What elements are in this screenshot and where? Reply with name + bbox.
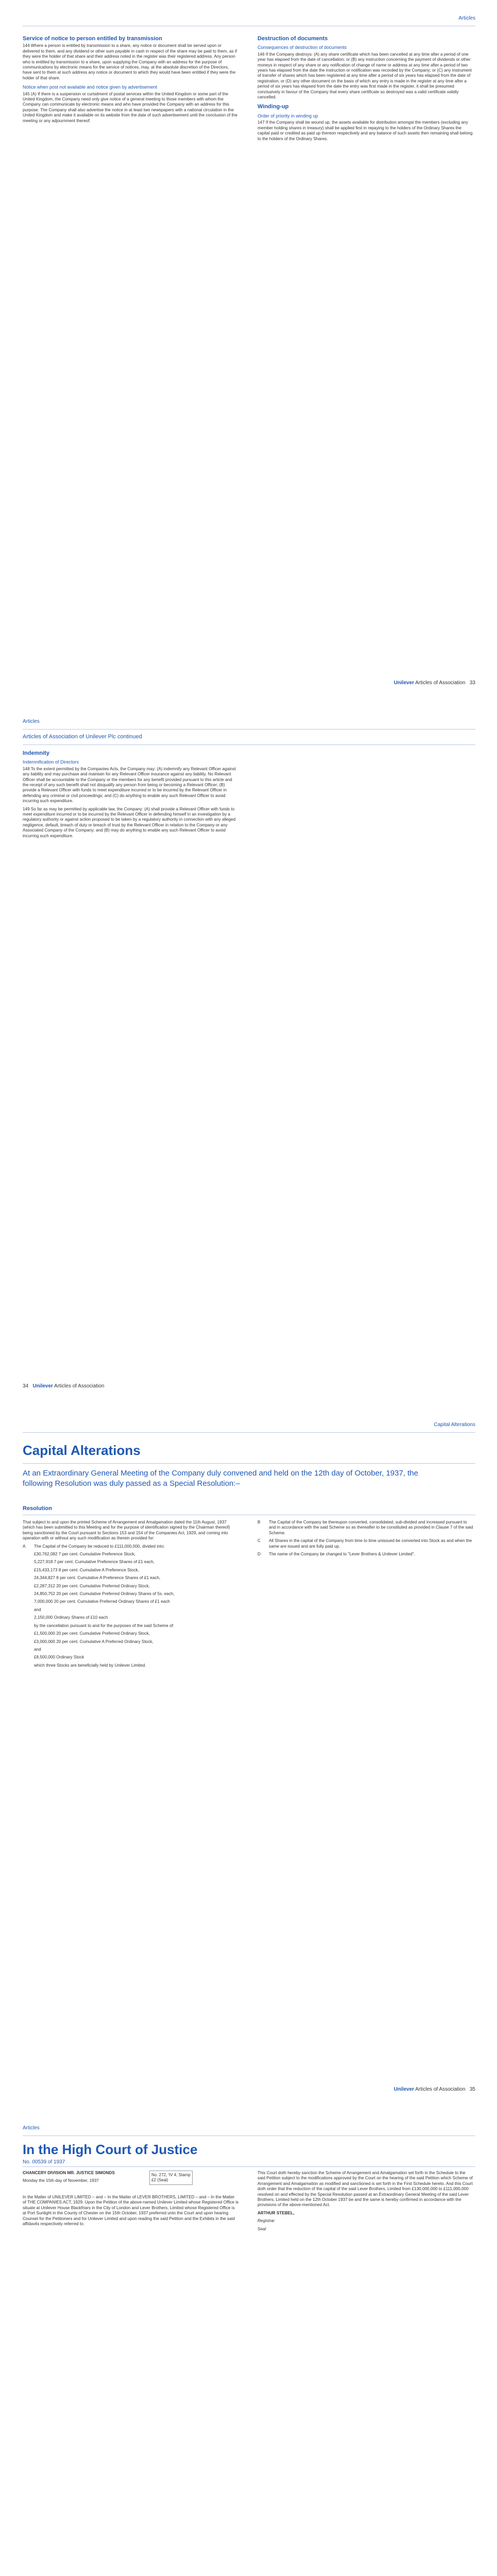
capital-line: which three Stocks are beneficially held by Unilever Limited. [34, 1663, 146, 1668]
section-subheading: Order of priority in winding up [258, 113, 318, 118]
article-148: 148 To the extent permitted by the Companies Acts, the Company may: (A) indemnify any Relevant Officer against any liability and may purchase and maintain for any Relevant Officer insurance against any liability. No Relevant Officer shall be accountable to the Company or the members for any benefit provided pursuant to this article and the receipt of any such benefit shall not disqualify any person from being or becoming a Relevant Officer; (B) provide a Relevant Officer with funds to meet expenditure incurred or to be incurred by the Relevant Officer in defending any criminal or civil proceedings; and (C) do anything to enable any such Relevant Officer to avoid incurring such expenditure. [23, 766, 236, 804]
title-rule [23, 1463, 475, 1464]
clause-c [258, 1538, 474, 1552]
page-33 [0, 0, 497, 703]
article-144: 144 Where a person is entitled by transmission to a share, any notice or document shall be served upon or delivered to them, and any dividend or other sum payable in cash in respect of the share may be paid to them, as if they were the holder of that share and their address noted in the register was their registered address. Any person who is entitled by transmission to a share, upon supplying the Company with an address for the purpose of communications by electronic means for the service of notices, may, at the absolute discretion of the Directors, have sent to them at such address any notice or document to which they would have been entitled if they were the holder of that share. [23, 43, 237, 80]
capital-line: 5,227,918 7 per cent. Cumulative Preference Shares of £1 each, [34, 1560, 155, 1565]
header-rule [23, 729, 475, 730]
page-title: Articles of Association of Unilever Plc continued [23, 734, 142, 740]
capital-line: £15,433,173 8 per cent. Cumulative A Preference Stock, [34, 1567, 139, 1572]
page-header: Articles [23, 2125, 40, 2131]
footer-label: Articles of Association [54, 1383, 105, 1389]
capital-line: by the cancellation pursuant to and for the purposes of the said Scheme of: [34, 1623, 175, 1628]
article-145: 145 (A) If there is a suspension or curtailment of postal services within the United Kingdom or some part of the United Kingdom, the Company need only give notice of a general meeting to those members with whom the Company can communicate by electronic means and who have provided the Company with an address for this purpose. The Company shall also advertise the notice in at least two newspapers with a national circulation in the United Kingdom and make it available on its website from the date of such advertisement until the conclusion of the meeting or any adjournment thereof. [23, 91, 237, 123]
section-heading: Service of notice to person entitled by transmission [23, 36, 162, 42]
page-title: In the High Court of Justice [23, 2142, 198, 2157]
page-header: Articles [458, 15, 475, 21]
footer-label: Articles of Association [415, 2087, 466, 2092]
page-title: Capital Alterations [23, 1443, 141, 1458]
capital-line: 24,344,827 8 per cent. Cumulative A Preference Shares of £1 each, [34, 1575, 161, 1581]
page-number: 33 [469, 680, 475, 686]
page-number: 34 [23, 1383, 29, 1389]
section-heading: Indemnity [23, 750, 49, 756]
page-footer [394, 680, 475, 686]
clause-label: D [258, 1552, 261, 1557]
capital-line: 24,850,752 20 per cent. Cumulative Preferred Ordinary Shares of 5s. each, [34, 1591, 175, 1597]
page-36 [0, 2110, 497, 2576]
court-division: CHANCERY DIVISION MR. JUSTICE SIMONDS [23, 2171, 115, 2175]
capital-line: 7,000,000 20 per cent. Cumulative Preferred Ordinary Shares of £1 each [34, 1599, 170, 1604]
right-column [258, 1520, 474, 1560]
page-header: Capital Alterations [434, 1422, 475, 1428]
court-date: Monday the 15th day of November, 1937 [23, 2178, 99, 2183]
clause-a [23, 1544, 239, 1671]
stamp-box: No. 272, 'IV 4, Stamp £2 (Seal) [149, 2171, 193, 2185]
clause-text: The Capital of the Company be thereupon converted, consolidated, sub-divided and increased pursuant to and in accordance with the said Scheme so as thereafter to be constituted as provided in Clause 7 of the said Scheme. [269, 1520, 473, 1535]
page-footer [23, 1383, 104, 1389]
registrar-role: Registrar [258, 2218, 275, 2224]
section-subheading: Consequences of destruction of documents [258, 45, 347, 50]
page-header: Articles [23, 719, 40, 724]
page-footer [394, 2087, 475, 2092]
capital-line: £2,287,312 20 per cent. Cumulative Preferred Ordinary Stock, [34, 1583, 150, 1588]
article-146: 146 If the Company destroys: (A) any share certificate which has been cancelled at any time after a period of one year has elapsed from the date of cancellation; or (B) any instruction concerning the payment of dividends or other moneys in respect of any share or any notification of change of name or address at any time after a period of two years has elapsed from the date the instruction or notification was recorded by the Company; or (C) any instrument of transfer of shares which has been registered at any time after a period of six years has elapsed from the date of registration; or (D) any other document on the basis of which any entry is made in the register at any time after a period of six years has elapsed from the date the entry was first made in the register, it shall be presumed conclusively in favour of the Company that every share certificate so destroyed was a valid certificate validly cancelled. [258, 52, 472, 100]
section-heading: Destruction of documents [258, 36, 328, 42]
title-rule [23, 2166, 475, 2167]
court-heading [23, 2171, 141, 2187]
clause-label: A [23, 1544, 26, 1549]
clause-text: The name of the Company be changed to "Lever Brothers & Unilever Limited". [269, 1552, 415, 1557]
footer-brand: Unilever [32, 1383, 53, 1389]
capital-line: £8,500,000 Ordinary Stock [34, 1655, 84, 1660]
capital-line: and [34, 1647, 41, 1652]
capital-lines [34, 1552, 239, 1668]
footer-brand: Unilever [393, 680, 415, 686]
seal-label: Seal [258, 2226, 266, 2231]
resolution-intro: That subject to and upon the printed Scheme of Arrangement and Amalgamation dated the 11th August, 1937 (which has been submitted to this Meeting and for the purpose of identification signed by the Chairman thereof) being sanctioned by the Court pursuant to Sections 153 and 154 of the Companies Act, 1929, and coming into operation with or without any such modification as therein provided for: [23, 1520, 230, 1541]
capital-line: and [34, 1607, 41, 1612]
left-column [23, 2195, 239, 2229]
page-number: 35 [469, 2087, 475, 2092]
title-rule [23, 744, 475, 745]
clause-label: C [258, 1538, 261, 1544]
capital-line: 2,150,000 Ordinary Shares of £10 each [34, 1615, 108, 1620]
footer-label: Articles of Association [415, 680, 466, 686]
clause-text: All Shares in the capital of the Company from time to time unissued be converted into Stock as and when the same are issued and are fully paid up. [269, 1538, 472, 1549]
header-rule [23, 1432, 475, 1433]
footer-brand: Unilever [393, 2087, 415, 2092]
right-column [258, 36, 474, 144]
article-147: 147 If the Company shall be wound up, the assets available for distribution amongst the members (excluding any member holding shares in treasury) shall be applied first in repaying to the holders of the Ordinary Shares the capital paid or credited as paid up thereon respectively and any balance of such assets then remaining shall belong to the holders of the Ordinary Shares. [258, 120, 473, 141]
clause-d [258, 1552, 474, 1560]
capital-line: £30,762,082 7 per cent. Cumulative Preference Stock, [34, 1552, 136, 1557]
lead-paragraph: At an Extraordinary General Meeting of the Company duly convened and held on the 12th day of October, 1937, the following Resolution was duly passed as a Special Resolution:– [23, 1469, 418, 1488]
left-column [23, 36, 239, 126]
page-34 [0, 703, 497, 1406]
clause-label: B [258, 1520, 261, 1524]
section-subheading: Notice when post not available and notice given by advertisement [23, 84, 158, 90]
order-text: This Court doth hereby sanction the Scheme of Arrangement and Amalgamation set forth in the Schedule to the said Petition subject to the modifications approved by the Court on the hearing of the said Petition which Scheme of Arrangement and Amalgamation as modified and sanctioned is set forth in the First Schedule hereto. And this Court doth order that the reduction of the capital of the said Lever Brothers, Limited from £130,000,000 to £111,000,000 resolved on and effected by the Special Resolution passed at an Extraordinary General Meeting of the said Lever Brothers, Limited held on the 12th October 1937 be and the same is hereby confirmed in accordance with the provisions of the above-mentioned Act. [258, 2171, 473, 2208]
clause-b [258, 1520, 474, 1538]
clause-text [34, 1544, 239, 1671]
petition-text: In the Matter of UNILEVER LIMITED – and – In the Matter of LEVER BROTHERS, LIMITED – and – In the Matter of THE COMPANIES ACT, 1929. Upon the Petition of the above-named Unilever Limited whose Registered Office is situate at Unilever House Blackfriars in the City of London and Lever Brothers, Limited whose Registered Office is at Port Sunlight in the County of Chester on the 15th October, 1937 preferred unto the Court and upon hearing Counsel for the Petitioners and for Unilever Limited and upon reading the said Petition and the Exhibits in the said affidavits respectively referred to. [23, 2195, 239, 2227]
registrar-name: ARTHUR STEBEL, [258, 2210, 295, 2215]
capital-line: £1,500,000 20 per cent. Cumulative Preferred Ordinary Stock, [34, 1631, 150, 1636]
section-subheading: Indemnification of Directors [23, 759, 79, 765]
section-heading: Resolution [23, 1505, 52, 1512]
section-heading: Winding-up [258, 104, 289, 110]
clause-a-text: The Capital of the Company be reduced to £111,000,000, divided into: [34, 1544, 165, 1549]
capital-line: £3,000,000 20 per cent. Cumulative A Preferred Ordinary Stock, [34, 1639, 153, 1644]
right-column [258, 2171, 474, 2234]
left-column [23, 751, 239, 841]
case-reference: No. 00539 of 1937 [23, 2159, 65, 2165]
left-column [23, 1520, 239, 1671]
article-149: 149 So far as may be permitted by applicable law, the Company: (A) shall provide a Relevant Officer with funds to meet expenditure incurred or to be incurred by the Relevant Officer in defending himself in an investigation by a regulatory authority or against action proposed to be taken by a regulatory authority in connection with any alleged negligence, default, breach of duty or breach of trust by the Relevant Officer in relation to the Company or any Associated Company of the Company; and (B) may do anything to enable any such Relevant Officer to avoid incurring such expenditure. [23, 806, 236, 838]
page-35 [0, 1406, 497, 2110]
